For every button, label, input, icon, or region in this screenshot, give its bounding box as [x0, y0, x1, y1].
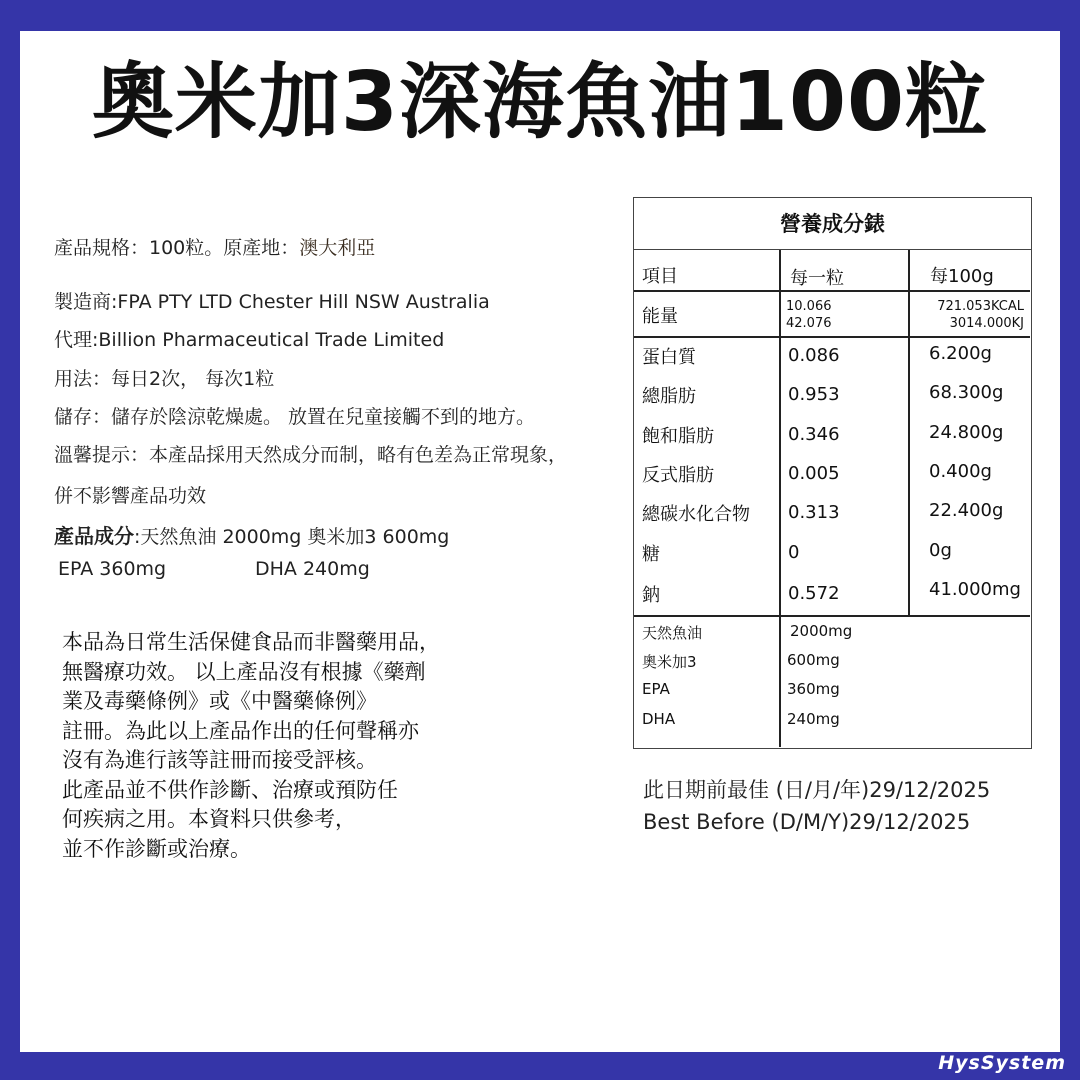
disclaimer-line: 本品為日常生活保健食品而非醫藥用品，: [62, 630, 440, 654]
table-divider: [634, 615, 1030, 617]
ingredients-epa: EPA 360mg: [58, 558, 167, 580]
ingredients-text: :天然魚油 2000mg 奧米加3 600mg: [134, 526, 450, 548]
nutrient-per-100g: 0g: [929, 540, 952, 561]
ingredients-dha: DHA 240mg: [255, 558, 370, 580]
nutrient-per-100g: 24.800g: [929, 422, 1004, 443]
energy-per-100g: [912, 298, 1024, 332]
table-divider: [634, 336, 1030, 338]
ingredients-line: [54, 520, 449, 549]
nutrient-per-100g: 22.400g: [929, 500, 1004, 521]
energy-per-cap-kj: 42.076: [786, 316, 832, 331]
tip-line-1: 溫馨提示：本產品採用天然成分而制，略有色差為正常現象，: [54, 444, 568, 466]
ingredients-label: 產品成分: [54, 524, 134, 548]
nutrient-label: 蛋白質: [642, 347, 696, 368]
best-before-en: Best Before (D/M/Y)29/12/2025: [643, 810, 971, 834]
usage-line: 用法：每日2次， 每次1粒: [54, 368, 275, 390]
nutrient-label: 總脂肪: [642, 386, 696, 407]
disclaimer-line: 何疾病之用。本資料只供參考，: [62, 807, 356, 831]
nutrient-per-cap: 0.953: [788, 384, 840, 405]
spec-origin-line: [54, 233, 375, 260]
ingredient-name: DHA: [642, 710, 676, 728]
nutrient-label: 糖: [642, 544, 660, 565]
disclaimer-line: 並不作診斷或治療。: [62, 836, 251, 861]
ingredient-name: 天然魚油: [642, 624, 703, 642]
nutrient-label: 反式脂肪: [642, 465, 714, 486]
col-header-per-100g: 每100g: [930, 266, 994, 287]
watermark: HysSystem: [938, 1052, 1066, 1074]
ingredient-amount: 240mg: [787, 710, 840, 728]
table-divider: [634, 290, 1030, 292]
nutrient-label: 飽和脂肪: [642, 426, 714, 447]
col-header-item: 項目: [642, 266, 678, 287]
energy-label: 能量: [642, 306, 678, 327]
ingredient-name: EPA: [642, 680, 670, 698]
disclaimer-line: 註冊。為此以上產品作出的任何聲稱亦: [62, 718, 419, 743]
ingredient-amount: 600mg: [787, 651, 840, 669]
nutrient-per-cap: 0.346: [788, 424, 840, 445]
table-divider: [779, 250, 781, 747]
nutrient-per-100g: 68.300g: [929, 382, 1004, 403]
energy-per-100g-kj: 3014.000KJ: [949, 316, 1024, 331]
ingredient-name: 奧米加3: [642, 653, 697, 671]
product-title: 奧米加3深海魚油100粒: [91, 55, 989, 150]
table-divider: [908, 250, 910, 616]
energy-per-100g-kcal: 721.053KCAL: [937, 299, 1024, 314]
disclaimer: [62, 628, 440, 864]
nutrient-per-cap: 0: [788, 542, 800, 563]
origin-value: 澳大利亞: [299, 237, 376, 259]
energy-per-cap-kcal: 10.066: [786, 299, 832, 314]
ingredient-amount: 360mg: [787, 680, 840, 698]
best-before: [643, 774, 990, 838]
nutrient-per-100g: 41.000mg: [929, 579, 1021, 600]
disclaimer-line: 沒有為進行該等註冊而接受評核。: [62, 748, 377, 772]
ingredient-amount: 2000mg: [790, 622, 853, 640]
nutrient-per-cap: 0.572: [788, 583, 840, 604]
nutrition-table-title: 營養成分錶: [634, 198, 1031, 250]
nutrient-label: 總碳水化合物: [642, 504, 750, 525]
disclaimer-line: 此產品並不供作診斷、治療或預防任: [62, 777, 398, 802]
nutrient-per-100g: 6.200g: [929, 343, 992, 364]
nutrient-per-cap: 0.005: [788, 463, 840, 484]
manufacturer-line: 製造商:FPA PTY LTD Chester Hill NSW Australia: [54, 291, 490, 313]
nutrient-per-100g: 0.400g: [929, 461, 992, 482]
storage-line: 儲存：儲存於陰涼乾燥處。 放置在兒童接觸不到的地方。: [54, 406, 536, 428]
disclaimer-line: 業及毒藥條例》或《中醫藥條例》: [62, 689, 377, 713]
nutrient-label: 鈉: [642, 585, 660, 606]
disclaimer-line: 無醫療功效。 以上產品沒有根據《藥劑: [62, 659, 426, 684]
spec-label: 產品規格：100粒。原產地：: [54, 237, 300, 259]
col-header-per-cap: 每一粒: [790, 268, 844, 289]
nutrient-per-cap: 0.313: [788, 502, 840, 523]
nutrient-per-cap: 0.086: [788, 345, 840, 366]
tip-line-2: 併不影響產品功效: [54, 485, 207, 507]
agent-line: 代理:Billion Pharmaceutical Trade Limited: [54, 329, 445, 351]
best-before-zh: 此日期前最佳 (日/月/年)29/12/2025: [643, 778, 991, 802]
energy-per-cap: [786, 298, 832, 332]
nutrition-table: [633, 197, 1032, 749]
